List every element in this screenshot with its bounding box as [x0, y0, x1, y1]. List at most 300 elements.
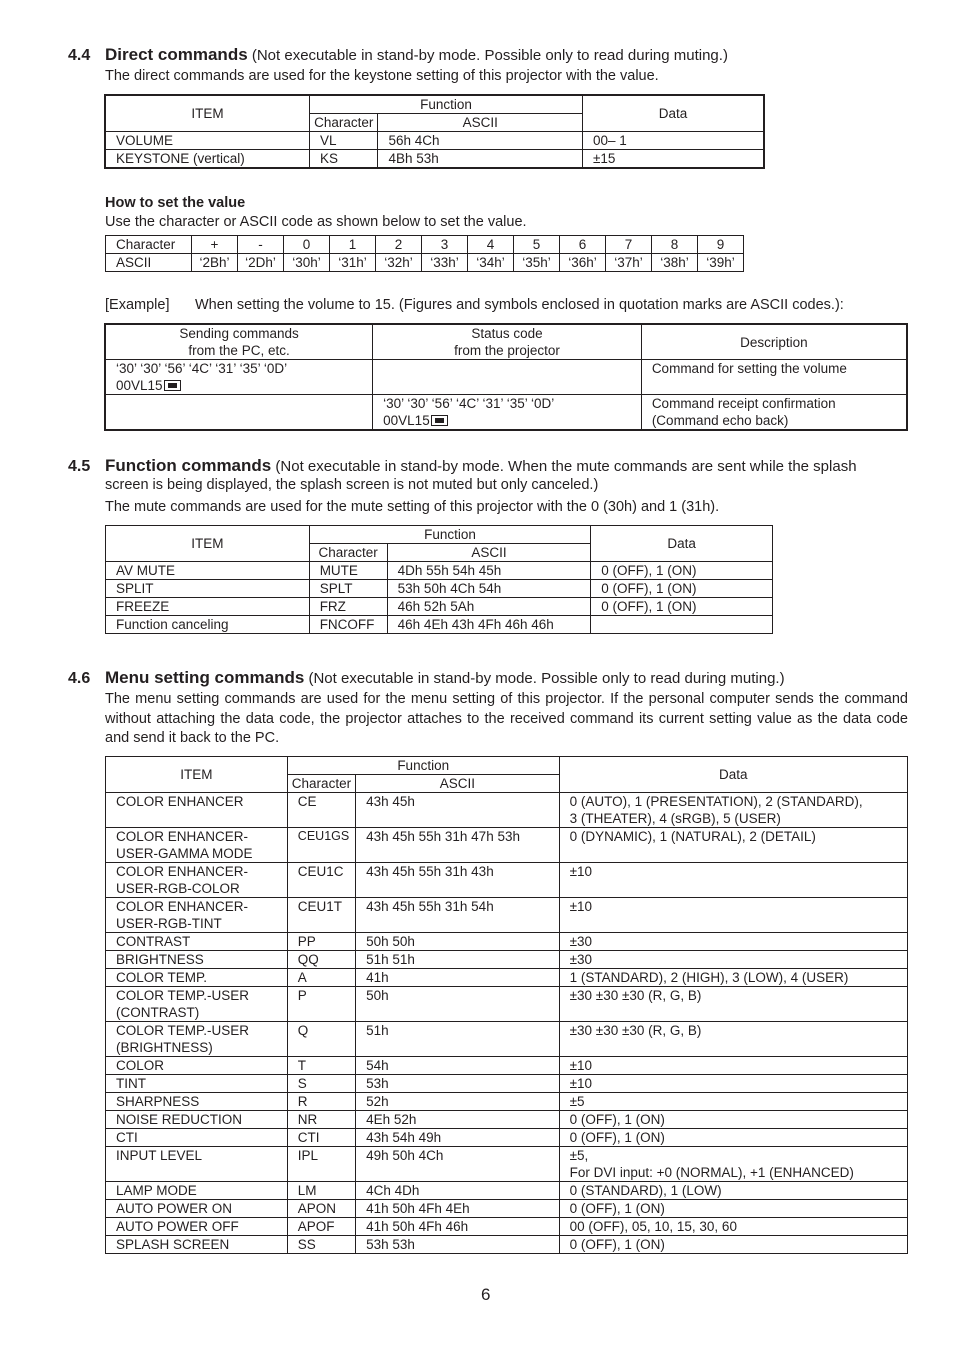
cell-line: CEU1GS: [297, 829, 350, 843]
table-row: [106, 828, 908, 863]
cell-item: [106, 1093, 288, 1111]
row-label-character: Character: [106, 236, 192, 254]
cell-data: [559, 1200, 907, 1218]
cell-character: [287, 987, 355, 1022]
cell-line: 43h 45h 55h 31h 54h: [366, 899, 494, 914]
cell-data: [559, 1075, 907, 1093]
cell-description: [641, 395, 907, 431]
cell-item: [106, 1147, 288, 1182]
cell-line: [116, 377, 368, 394]
cell-item: [106, 1200, 288, 1218]
cell-data: [559, 1129, 907, 1147]
cell-data: [559, 1093, 907, 1111]
table-row: [105, 395, 907, 431]
cell-line: ±10: [569, 1076, 593, 1091]
cell-line: COLOR ENHANCER-: [116, 829, 249, 844]
cell-line: For DVI input: +0 (NORMAL), +1 (ENHANCED): [569, 1165, 854, 1180]
enter-key-icon: [164, 380, 181, 391]
section-number: 4.6: [68, 670, 91, 687]
cell-item: [106, 1129, 288, 1147]
table-row: [106, 969, 908, 987]
cell-ascii: [356, 1236, 560, 1254]
header-data: Data: [583, 95, 764, 132]
cell-data: [559, 933, 907, 951]
cell-line: 4Eh 52h: [366, 1112, 417, 1127]
char-cell: 3: [422, 236, 468, 254]
cell-item: [106, 1022, 288, 1057]
cell-ascii: [356, 898, 560, 933]
section-title: Menu setting commands: [105, 668, 305, 687]
cell-data: [559, 793, 907, 828]
cell-character: [287, 1129, 355, 1147]
cell-ascii: 46h 4Eh 43h 4Fh 46h 46h: [387, 616, 591, 634]
table-row: [106, 898, 908, 933]
cell-line: Q: [297, 1023, 309, 1038]
header-function: Function: [309, 526, 591, 544]
header-item: ITEM: [105, 95, 310, 132]
table-row: [105, 360, 907, 395]
cell-ascii: [356, 1093, 560, 1111]
cell-character: [287, 863, 355, 898]
header-data: Data: [559, 757, 907, 793]
ascii-cell: ‘30h’: [284, 254, 330, 272]
cell-character: [287, 1147, 355, 1182]
table-row: [106, 793, 908, 828]
cell-ascii: [356, 1057, 560, 1075]
ascii-cell: ‘37h’: [606, 254, 652, 272]
cell-line: CEU1C: [297, 864, 344, 879]
cell-data: [559, 1022, 907, 1057]
cell-line: 0 (STANDARD), 1 (LOW): [569, 1183, 722, 1198]
cell-line: 0 (DYNAMIC), 1 (NATURAL), 2 (DETAIL): [569, 829, 816, 844]
cell-ascii: 46h 52h 5Ah: [387, 598, 591, 616]
cell-line: SPLASH SCREEN: [116, 1237, 230, 1252]
table-row: [106, 1147, 908, 1182]
command-text: 00VL15: [383, 413, 430, 428]
cell-item: [106, 951, 288, 969]
cell-line: SS: [297, 1237, 316, 1252]
header-data: Data: [591, 526, 773, 562]
cell-item: [106, 1236, 288, 1254]
header-function: Function: [287, 757, 559, 775]
cell-line: 41h 50h 4Fh 4Eh: [366, 1201, 470, 1216]
cell-line: COLOR ENHANCER-: [116, 899, 249, 914]
cell-character: [287, 951, 355, 969]
cell-sending: [105, 360, 373, 395]
cell-status: [373, 395, 642, 431]
char-cell: 2: [376, 236, 422, 254]
cell-line: NOISE REDUCTION: [116, 1112, 243, 1127]
enter-key-icon: [431, 415, 448, 426]
cell-ascii: [356, 987, 560, 1022]
cell-line: (Command echo back): [651, 413, 789, 428]
table-row: [106, 987, 908, 1022]
table-row: [105, 132, 764, 150]
cell-line: ‘30’ ‘30’ ‘56’ ‘4C’ ‘31’ ‘35’ ‘0D’: [383, 396, 555, 411]
cell-character: [287, 1057, 355, 1075]
cell-data: [559, 1218, 907, 1236]
cell-line: COLOR: [116, 1058, 165, 1073]
char-cell: -: [238, 236, 284, 254]
cell-line: LM: [297, 1183, 317, 1198]
function-commands-table: [105, 525, 773, 634]
cell-line: INPUT LEVEL: [116, 1148, 203, 1163]
cell-line: 50h 50h: [366, 934, 415, 949]
cell-character: MUTE: [309, 562, 387, 580]
cell-line: COLOR TEMP.: [116, 970, 208, 985]
section-note-cont: screen is being displayed, the splash screen is not muted but only canceled.): [105, 477, 599, 493]
cell-character: [287, 1111, 355, 1129]
cell-item: FREEZE: [106, 598, 310, 616]
cell-item: [106, 933, 288, 951]
cell-line: 53h 53h: [366, 1237, 415, 1252]
cell-line: 49h 50h 4Ch: [366, 1148, 444, 1163]
table-row: [106, 616, 773, 634]
cell-line: ±10: [569, 899, 593, 914]
cell-character: VL: [310, 132, 378, 150]
header-ascii: ASCII: [356, 775, 560, 793]
cell-line: ±5,: [569, 1148, 589, 1163]
table-row: [106, 562, 773, 580]
header-line: Status code: [471, 326, 543, 341]
section-4-5-intro: The mute commands are used for the mute setting of this projector with the 0 (30h) and 1 (31h).: [105, 499, 720, 515]
ascii-cell: ‘2Dh’: [238, 254, 284, 272]
table-row: [106, 1093, 908, 1111]
howto-text: Use the character or ASCII code as shown below to set the value.: [105, 214, 527, 230]
cell-item: SPLIT: [106, 580, 310, 598]
command-text: 00VL15: [116, 378, 163, 393]
cell-ascii: 56h 4Ch: [378, 132, 583, 150]
cell-data: [559, 1147, 907, 1182]
char-cell: 6: [560, 236, 606, 254]
cell-line: COLOR ENHANCER: [116, 794, 244, 809]
cell-ascii: [356, 863, 560, 898]
cell-line: Command receipt confirmation: [651, 396, 836, 411]
cell-line: APON: [297, 1201, 337, 1216]
cell-ascii: [356, 1111, 560, 1129]
cell-line: 4Ch 4Dh: [366, 1183, 420, 1198]
cell-line: NR: [297, 1112, 318, 1127]
header-item: ITEM: [106, 757, 288, 793]
cell-line: BRIGHTNESS: [116, 952, 204, 967]
menu-setting-commands-table: [105, 756, 908, 1254]
section-number: 4.5: [68, 458, 91, 475]
cell-data: [559, 863, 907, 898]
cell-data: [559, 1182, 907, 1200]
cell-character: [287, 933, 355, 951]
section-number: 4.4: [68, 47, 91, 64]
section-title: Direct commands: [105, 45, 248, 64]
cell-ascii: 53h 50h 4Ch 54h: [387, 580, 591, 598]
cell-item: [106, 1182, 288, 1200]
cell-ascii: [356, 828, 560, 863]
cell-line: 43h 45h 55h 31h 47h 53h: [366, 829, 520, 844]
cell-line: COLOR TEMP.-USER: [116, 988, 250, 1003]
cell-line: ±30 ±30 ±30 (R, G, B): [569, 1023, 702, 1038]
cell-line: A: [297, 970, 307, 985]
cell-data: 0 (OFF), 1 (ON): [591, 562, 773, 580]
ascii-row: [106, 254, 744, 272]
section-4-4-heading: [68, 45, 728, 65]
cell-line: 50h: [366, 988, 389, 1003]
cell-data: [559, 987, 907, 1022]
table-row: [106, 933, 908, 951]
cell-line: 0 (OFF), 1 (ON): [569, 1112, 665, 1127]
cell-line: 41h: [366, 970, 389, 985]
cell-status-empty: [373, 360, 642, 395]
cell-character: FNCOFF: [309, 616, 387, 634]
example-label: [Example]: [105, 297, 170, 313]
header-item: ITEM: [106, 526, 310, 562]
table-row: [106, 1057, 908, 1075]
cell-line: ±10: [569, 864, 593, 879]
cell-line: [383, 412, 637, 429]
cell-ascii: [356, 951, 560, 969]
cell-line: 3 (THEATER), 4 (sRGB), 5 (USER): [569, 811, 781, 826]
ascii-cell: ‘32h’: [376, 254, 422, 272]
cell-item: [106, 1111, 288, 1129]
cell-line: ±10: [569, 1058, 593, 1073]
cell-data: [559, 828, 907, 863]
cell-line: IPL: [297, 1148, 319, 1163]
table-row: [106, 863, 908, 898]
table-row: [106, 951, 908, 969]
example-table: [104, 323, 908, 431]
cell-line: R: [297, 1094, 308, 1109]
ascii-cell: ‘33h’: [422, 254, 468, 272]
cell-character: [287, 1075, 355, 1093]
char-cell: 5: [514, 236, 560, 254]
cell-character: [287, 1200, 355, 1218]
page-number: 6: [481, 1285, 491, 1304]
header-character: Character: [310, 114, 378, 132]
row-label-ascii: ASCII: [106, 254, 192, 272]
cell-item: [106, 1057, 288, 1075]
cell-line: T: [297, 1058, 307, 1073]
cell-line: 53h: [366, 1076, 389, 1091]
cell-line: CONTRAST: [116, 934, 191, 949]
cell-data: [591, 616, 773, 634]
cell-item: [106, 793, 288, 828]
char-cell: 8: [652, 236, 698, 254]
cell-ascii: [356, 1022, 560, 1057]
cell-item: [106, 969, 288, 987]
header-line: from the projector: [454, 343, 560, 358]
cell-line: ±30 ±30 ±30 (R, G, B): [569, 988, 702, 1003]
ascii-code-table: [105, 235, 744, 272]
cell-character: KS: [310, 150, 378, 169]
cell-line: 52h: [366, 1094, 389, 1109]
character-row: [106, 236, 744, 254]
cell-ascii: [356, 933, 560, 951]
direct-commands-table: [104, 94, 765, 169]
section-note: (Not executable in stand-by mode. Possible only to read during muting.): [251, 47, 728, 64]
cell-data: 0 (OFF), 1 (ON): [591, 580, 773, 598]
header-character: Character: [309, 544, 387, 562]
cell-item: [106, 987, 288, 1022]
cell-line: ‘30’ ‘30’ ‘56’ ‘4C’ ‘31’ ‘35’ ‘0D’: [116, 361, 288, 376]
table-row: [106, 1129, 908, 1147]
cell-data: 00– 1: [583, 132, 764, 150]
cell-ascii: [356, 1182, 560, 1200]
section-title: Function commands: [105, 456, 272, 475]
section-note: (Not executable in stand-by mode. When the mute commands are sent while the splash: [275, 458, 857, 475]
example-text: When setting the volume to 15. (Figures and symbols enclosed in quotation marks are ASCII codes.):: [195, 297, 844, 313]
table-row: [106, 1111, 908, 1129]
char-cell: 1: [330, 236, 376, 254]
cell-line: CE: [297, 794, 317, 809]
cell-character: FRZ: [309, 598, 387, 616]
cell-line: 0 (AUTO), 1 (PRESENTATION), 2 (STANDARD),: [569, 794, 863, 809]
cell-item: Function canceling: [106, 616, 310, 634]
cell-line: CTI: [116, 1130, 138, 1145]
cell-data: [559, 898, 907, 933]
cell-line: LAMP MODE: [116, 1183, 197, 1198]
cell-line: 51h: [366, 1023, 389, 1038]
cell-ascii: [356, 1129, 560, 1147]
cell-character: [287, 1182, 355, 1200]
cell-line: 0 (OFF), 1 (ON): [569, 1201, 665, 1216]
cell-line: (BRIGHTNESS): [116, 1040, 213, 1055]
ascii-cell: ‘39h’: [698, 254, 744, 272]
cell-line: AUTO POWER ON: [116, 1201, 233, 1216]
cell-ascii: [356, 969, 560, 987]
section-4-4-intro: The direct commands are used for the keystone setting of this projector with the value.: [105, 68, 659, 84]
table-row: [106, 1236, 908, 1254]
cell-line: SHARPNESS: [116, 1094, 200, 1109]
cell-line: CEU1T: [297, 899, 343, 914]
cell-ascii: [356, 1218, 560, 1236]
cell-line: ±30: [569, 934, 593, 949]
cell-line: P: [297, 988, 307, 1003]
char-cell: 9: [698, 236, 744, 254]
cell-sending-empty: [105, 395, 373, 431]
header-ascii: ASCII: [378, 114, 583, 132]
header-line: Sending commands: [179, 326, 299, 341]
cell-line: 43h 45h 55h 31h 43h: [366, 864, 494, 879]
cell-data: ±15: [583, 150, 764, 169]
cell-line: 54h: [366, 1058, 389, 1073]
cell-line: 00 (OFF), 05, 10, 15, 30, 60: [569, 1219, 737, 1234]
cell-line: 43h 45h: [366, 794, 415, 809]
ascii-cell: ‘31h’: [330, 254, 376, 272]
cell-item: [106, 863, 288, 898]
header-status: [373, 324, 642, 360]
cell-line: COLOR ENHANCER-: [116, 864, 249, 879]
cell-data: [559, 1111, 907, 1129]
cell-line: APOF: [297, 1219, 335, 1234]
cell-ascii: [356, 1200, 560, 1218]
cell-line: ±30: [569, 952, 593, 967]
header-description: Description: [641, 324, 907, 360]
table-row: [106, 580, 773, 598]
ascii-cell: ‘34h’: [468, 254, 514, 272]
cell-item: [106, 898, 288, 933]
ascii-cell: ‘35h’: [514, 254, 560, 272]
ascii-cell: ‘36h’: [560, 254, 606, 272]
cell-ascii: 4Bh 53h: [378, 150, 583, 169]
section-4-5-heading: [68, 456, 908, 476]
ascii-cell: ‘38h’: [652, 254, 698, 272]
cell-character: [287, 898, 355, 933]
cell-data: [559, 969, 907, 987]
cell-character: [287, 1236, 355, 1254]
cell-line: CTI: [297, 1130, 320, 1145]
section-4-6-heading: [68, 668, 785, 688]
table-row: [106, 598, 773, 616]
cell-data: [559, 1057, 907, 1075]
cell-line: S: [297, 1076, 307, 1091]
table-row: [106, 1218, 908, 1236]
cell-line: USER-RGB-TINT: [116, 916, 222, 931]
cell-ascii: [356, 1147, 560, 1182]
cell-ascii: [356, 1075, 560, 1093]
cell-line: ±5: [569, 1094, 585, 1109]
table-row: [106, 1182, 908, 1200]
cell-item: AV MUTE: [106, 562, 310, 580]
table-row: [106, 1075, 908, 1093]
cell-data: [559, 1236, 907, 1254]
cell-item: [106, 1075, 288, 1093]
header-line: from the PC, etc.: [188, 343, 290, 358]
cell-line: (CONTRAST): [116, 1005, 200, 1020]
cell-line: 0 (OFF), 1 (ON): [569, 1237, 665, 1252]
cell-data: [559, 951, 907, 969]
section-4-6-intro: The menu setting commands are used for the menu setting of this projector. If the personal computer sends the command without attaching the data code, the projector attaches to the received command its current setting value as the data code and send it back to the PC.: [105, 691, 908, 746]
cell-character: SPLT: [309, 580, 387, 598]
cell-line: 41h 50h 4Fh 46h: [366, 1219, 469, 1234]
cell-line: 1 (STANDARD), 2 (HIGH), 3 (LOW), 4 (USER): [569, 970, 849, 985]
cell-character: [287, 793, 355, 828]
cell-line: 0 (OFF), 1 (ON): [569, 1130, 665, 1145]
cell-data: 0 (OFF), 1 (ON): [591, 598, 773, 616]
cell-ascii: 4Dh 55h 54h 45h: [387, 562, 591, 580]
char-cell: 4: [468, 236, 514, 254]
cell-line: TINT: [116, 1076, 146, 1091]
cell-line: QQ: [297, 952, 319, 967]
section-note: (Not executable in stand-by mode. Possible only to read during muting.): [308, 670, 785, 687]
cell-character: [287, 969, 355, 987]
cell-line: PP: [297, 934, 316, 949]
table-row: [106, 1200, 908, 1218]
table-row: [105, 150, 764, 169]
cell-line: USER-GAMMA MODE: [116, 846, 253, 861]
ascii-cell: ‘2Bh’: [192, 254, 238, 272]
header-function: Function: [310, 95, 583, 114]
char-cell: +: [192, 236, 238, 254]
cell-line: AUTO POWER OFF: [116, 1219, 239, 1234]
cell-line: 43h 54h 49h: [366, 1130, 442, 1145]
char-cell: 0: [284, 236, 330, 254]
cell-line: USER-RGB-COLOR: [116, 881, 240, 896]
cell-character: [287, 1022, 355, 1057]
table-row: [106, 1022, 908, 1057]
cell-item: KEYSTONE (vertical): [105, 150, 310, 169]
cell-ascii: [356, 793, 560, 828]
cell-character: [287, 1093, 355, 1111]
cell-line: 51h 51h: [366, 952, 415, 967]
char-cell: 7: [606, 236, 652, 254]
header-sending: [105, 324, 373, 360]
cell-item: [106, 1218, 288, 1236]
cell-description: Command for setting the volume: [641, 360, 907, 395]
header-ascii: ASCII: [387, 544, 591, 562]
cell-item: [106, 828, 288, 863]
cell-line: COLOR TEMP.-USER: [116, 1023, 250, 1038]
header-character: Character: [287, 775, 355, 793]
cell-item: VOLUME: [105, 132, 310, 150]
cell-character: [287, 1218, 355, 1236]
